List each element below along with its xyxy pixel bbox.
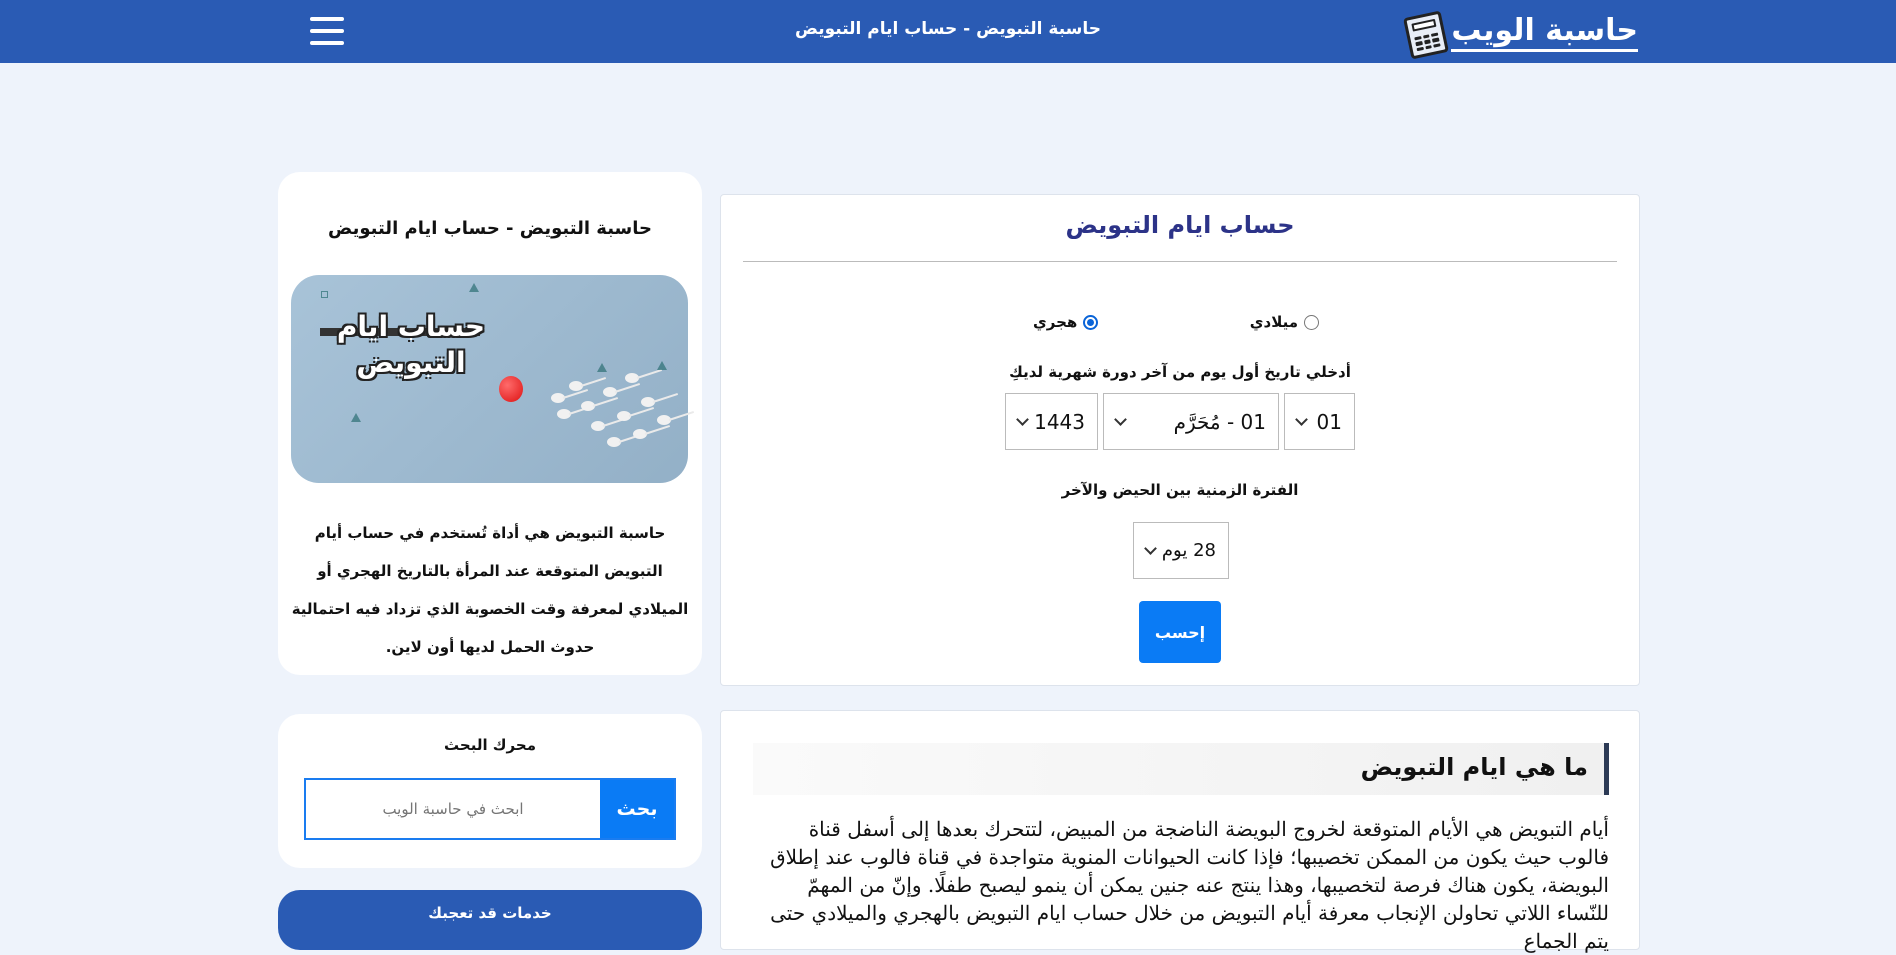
intro-description: حاسبة التبويض هي أداة تُستخدم في حساب أيام التبويض المتوقعة عند المرأة بالتاريخ الهجري أو الميلادي لمعرفة وقت الخصوبة الذي تزداد فيه احتمالية حدوث الحمل لديها أون لاين. <box>291 524 689 656</box>
radio-hijri-input[interactable] <box>1083 315 1098 330</box>
menu-icon[interactable] <box>310 17 344 45</box>
radio-hijri[interactable] <box>1033 313 1098 331</box>
radio-gregorian-input[interactable] <box>1304 315 1319 330</box>
day-select[interactable] <box>1284 393 1355 450</box>
hero-image <box>291 275 688 483</box>
chevron-down-icon <box>1144 542 1157 555</box>
search-button[interactable]: بحث <box>600 780 674 838</box>
date-label: أدخلي تاريخ أول يوم من آخر دورة شهرية لديكِ <box>1009 363 1351 381</box>
article-body: أيام التبويض هي الأيام المتوقعة لخروج البويضة الناضجة من المبيض، لتتحرك بعدها إلى أسفل قناة فالوب حيث يكون من الممكن تخصيبها؛ فإذا كانت الحيوانات المنوية متواجدة في قناة فالوب عند إطلاق البويضة، يكون هناك فرصة لتخصيبها، وهذا ينتج عنه جنين يمكن أن ينمو ليصبح طفلًا. وإنّ من المهمّ للنّساء اللاتي تحاولن الإنجاب معرفة أيام التبويض من خلال حساب ايام التبويض بالهجري والميلادي حتى يتم الجماع <box>770 817 1609 953</box>
year-select[interactable] <box>1005 393 1098 450</box>
article-heading: ما هي ايام التبويض <box>1360 753 1588 781</box>
chevron-down-icon <box>1016 413 1029 426</box>
radio-gregorian[interactable] <box>1250 313 1319 331</box>
article-panel <box>720 710 1640 953</box>
services-card[interactable] <box>278 890 702 950</box>
search-input[interactable] <box>306 780 600 838</box>
day-value: 01 <box>1316 409 1342 434</box>
chevron-down-icon <box>1114 413 1127 426</box>
intro-card <box>278 172 702 675</box>
calculator-panel <box>720 194 1640 686</box>
month-select[interactable] <box>1103 393 1279 450</box>
calculate-button[interactable]: إحسب <box>1139 601 1221 663</box>
radio-hijri-label: هجري <box>1033 313 1078 331</box>
cycle-value: 28 يوم <box>1161 540 1216 561</box>
month-value: 01 - مُحَرَّم <box>1173 409 1266 434</box>
year-value: 1443 <box>1034 409 1085 434</box>
search-form <box>304 778 676 840</box>
search-card <box>278 714 702 868</box>
intro-title: حاسبة التبويض - حساب ايام التبويض <box>328 218 652 239</box>
calculator-title: حساب ايام التبويض <box>1065 211 1295 239</box>
logo-text: حاسبة الويب <box>1451 13 1638 52</box>
article-heading-box <box>753 743 1609 795</box>
cycle-label: الفترة الزمنية بين الحيض والآخر <box>1061 481 1299 499</box>
top-navbar <box>0 0 1896 63</box>
hero-text: حساب ايام التبويض <box>336 310 486 379</box>
cycle-select[interactable] <box>1133 522 1229 579</box>
divider <box>743 261 1617 262</box>
services-title: خدمات قد تعجبك <box>428 904 552 922</box>
egg-icon <box>499 376 523 402</box>
header-title: حاسبة التبويض - حساب ايام التبويض <box>795 19 1101 39</box>
chevron-down-icon <box>1295 413 1308 426</box>
radio-gregorian-label: ميلادي <box>1249 313 1298 331</box>
search-title: محرك البحث <box>444 736 536 754</box>
